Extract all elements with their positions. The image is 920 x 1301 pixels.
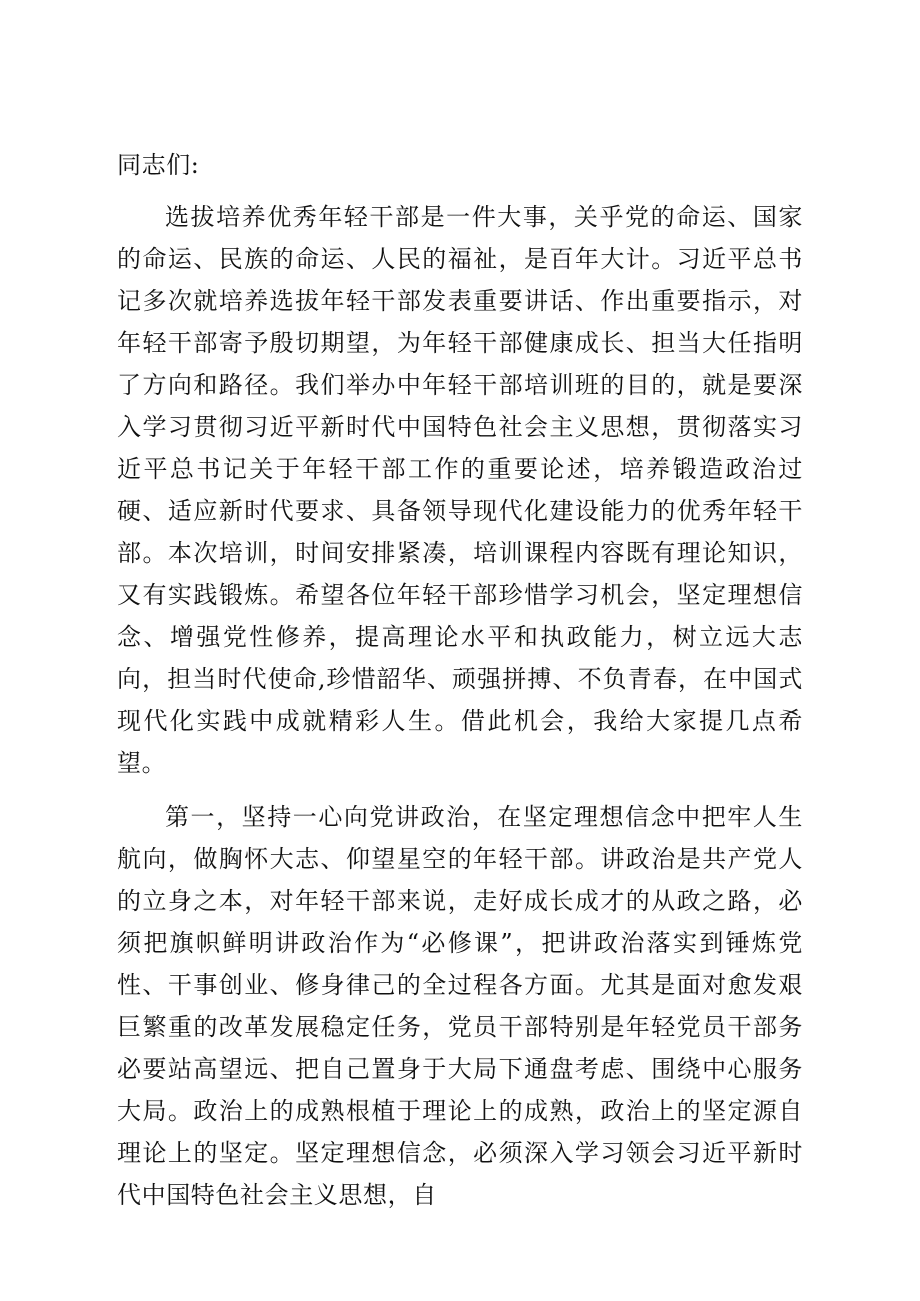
paragraph-first-point: 第一，坚持一心向党讲政治，在坚定理想信念中把牢人生航向，做胸怀大志、仰望星空的年轻干部。讲政治是共产党人的立身之本，对年轻干部来说，走好成长成才的从政之路，必须把旗帜鲜明讲政治作为“必修课”，把讲政治落实到锤炼党性、干事创业、修身律己的全过程各方面。尤其是面对愈发艰巨繁重的改革发展稳定任务，党员干部特别是年轻党员干部务必要站高望远、把自己置身于大局下通盘考虑、围绕中心服务大局。政治上的成熟根植于理论上的成熟，政治上的坚定源自理论上的坚定。坚定理想信念，必须深入学习领会习近平新时代中国特色社会主义思想，自 — [117, 803, 803, 1209]
salutation: 同志们: — [117, 151, 200, 179]
paragraph-intro: 选拔培养优秀年轻干部是一件大事，关乎党的命运、国家的命运、民族的命运、人民的福祉，是百年大计。习近平总书记多次就培养选拔年轻干部发表重要讲话、作出重要指示，对年轻干部寄予殷切期望，为年轻干部健康成长、担当大任指明了方向和路径。我们举办中年轻干部培训班的目的，就是要深入学习贯彻习近平新时代中国特色社会主义思想，贯彻落实习近平总书记关于年轻干部工作的重要论述，培养锻造政治过硬、适应新时代要求、具备领导现代化建设能力的优秀年轻干部。本次培训，时间安排紧凑，培训课程内容既有理论知识，又有实践锻炼。希望各位年轻干部珍惜学习机会，坚定理想信念、增强党性修养，提高理论水平和执政能力，树立远大志向，担当时代使命,珍惜韶华、顽强拼搏、不负青春，在中国式现代化实践中成就精彩人生。借此机会，我给大家提几点希望。 — [117, 203, 803, 777]
document-body — [117, 144, 803, 1228]
